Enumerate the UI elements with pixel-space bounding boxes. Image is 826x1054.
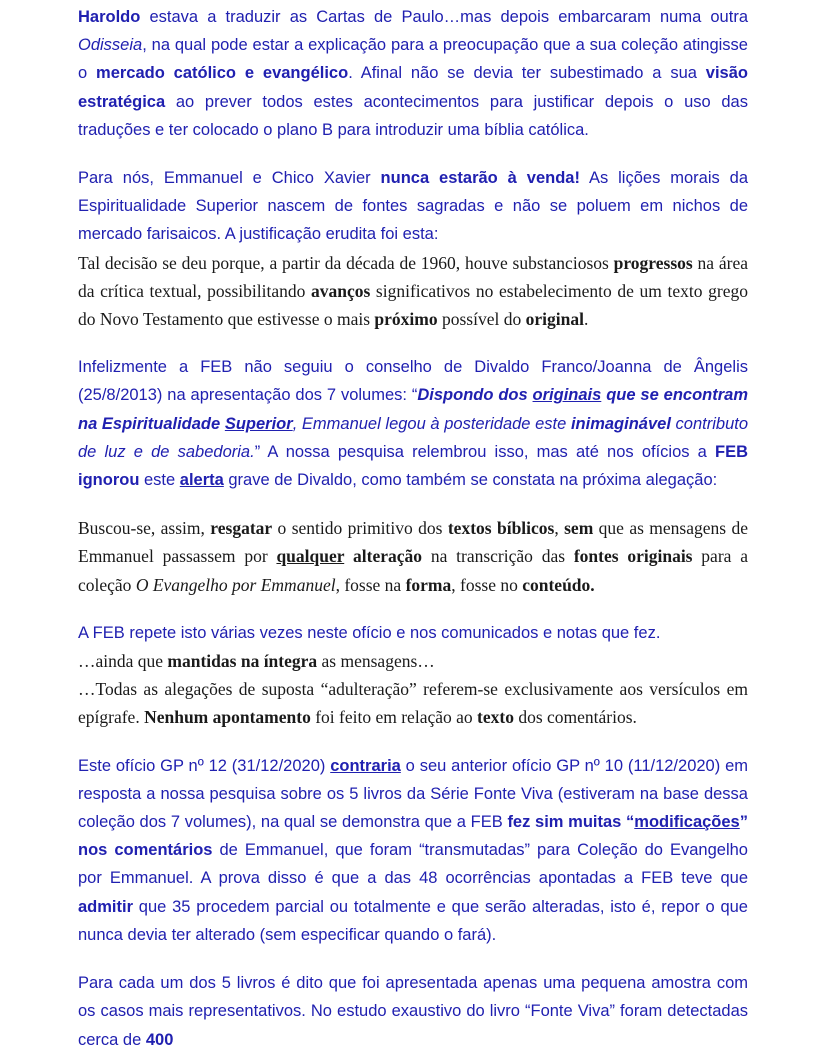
text-run: de Emmanuel, que foram “transmutadas” para Coleção do Evangelho por Emmanuel. A prova disso é que a das 48 ocorrências apontadas a FEB teve que xyxy=(78,841,748,888)
text-run: Infelizmente a FEB não seguiu o conselho de Divaldo Franco/Joanna de Ângelis (25/8/2013) na apresentação dos 7 volumes: “ xyxy=(78,358,748,405)
text-run: Nenhum apontamento xyxy=(144,707,311,728)
text-run: texto xyxy=(477,707,514,728)
text-run: possível do xyxy=(437,309,526,330)
paragraph xyxy=(78,249,748,334)
text-run: Superior xyxy=(224,414,293,433)
text-run: visão estratégica xyxy=(78,64,748,111)
text-run: foi feito em relação ao xyxy=(310,707,478,728)
paragraph xyxy=(78,164,748,249)
text-run: Buscou-se, assim, xyxy=(78,518,211,539)
text-run: alteração xyxy=(344,546,423,567)
text-run: , xyxy=(554,518,565,539)
text-run: forma xyxy=(405,574,452,595)
text-run: contraria xyxy=(330,756,401,775)
text-run: conteúdo. xyxy=(522,574,595,595)
paragraph xyxy=(78,514,748,599)
text-run: Haroldo xyxy=(78,8,141,26)
text-run: mantidas na íntegra xyxy=(167,651,318,672)
text-run: Este ofício GP nº 12 (31/12/2020) xyxy=(78,756,331,775)
text-run: Dispondo dos xyxy=(417,386,533,405)
text-run: avanços xyxy=(310,280,371,301)
text-run: , na qual pode estar a explicação para a preocupação que a sua coleção atingisse o xyxy=(78,36,748,83)
text-run: …ainda que xyxy=(78,651,168,672)
text-run: A FEB repete isto várias vezes neste ofício e nos comunicados e notas que fez. xyxy=(78,623,661,642)
text-run: Para nós, Emmanuel e Chico Xavier xyxy=(78,169,381,188)
text-run: 400 xyxy=(145,1030,174,1049)
text-run: nunca estarão à venda! xyxy=(380,169,580,188)
text-run: FEB ignorou xyxy=(78,442,749,490)
paragraph xyxy=(78,353,748,494)
paragraph xyxy=(78,3,748,144)
text-run: admitir xyxy=(78,897,134,916)
text-run: que se encontram na Espiritualidade xyxy=(78,386,749,433)
paragraph xyxy=(78,647,748,675)
text-run: mercado católico e evangélico xyxy=(96,64,349,83)
text-run: grave de Divaldo, como também se constata na próxima alegação: xyxy=(223,471,718,490)
text-run: original xyxy=(525,309,584,330)
text-run: qualquer xyxy=(276,546,345,567)
text-run: contributo de luz e de sabedoria. xyxy=(78,414,749,461)
text-run: . Afinal não se devia ter subestimado a sua xyxy=(348,64,706,83)
paragraph xyxy=(78,969,748,1054)
text-run: estava a traduzir as Cartas de Paulo…mas depois embarcaram numa outra xyxy=(140,8,748,26)
text-run: originais xyxy=(532,386,602,405)
text-run: fontes originais xyxy=(573,546,693,567)
document-content xyxy=(78,3,748,1054)
text-run: alerta xyxy=(179,471,224,490)
text-run: Tal decisão se deu porque, a partir da década de 1960, houve substanciosos xyxy=(78,252,614,273)
text-run: ao prever todos estes acontecimentos para justificar depois o uso das traduções e ter colocado o plano B para introduzir uma bíblia católica. xyxy=(78,92,748,139)
text-run: As lições morais da Espiritualidade Superior nascem de fontes sagradas e não se poluem em nichos de mercado farisaicos. A justificação erudita foi esta: xyxy=(78,169,749,244)
text-run: ” nos comentários xyxy=(78,813,748,860)
text-run: na transcrição das xyxy=(422,546,574,567)
text-run: , fosse no xyxy=(451,574,523,595)
text-run: significativos no estabelecimento de um texto grego do Novo Testamento que estivesse o mais xyxy=(78,280,748,330)
text-run: fez sim muitas “ xyxy=(507,813,635,832)
paragraph xyxy=(78,752,748,949)
text-run: o seu anterior ofício GP nº 10 (11/12/2020) em resposta a nossa pesquisa sobre os 5 livros da Série Fonte Viva (estiveram na base dessa coleção dos 7 volumes), na qual se demonstra que a FEB xyxy=(78,756,748,832)
text-run: textos bíblicos xyxy=(447,518,555,539)
text-run: sem xyxy=(564,518,594,539)
text-run: Para cada um dos 5 livros é dito que foi apresentada apenas uma pequena amostra com os casos mais representativos. No estudo exaustivo do livro “Fonte Viva” foram detectadas cerca de xyxy=(78,974,748,1049)
text-run: que as mensagens de Emmanuel passassem por xyxy=(78,518,748,567)
text-run: na área da crítica textual, possibilitando xyxy=(78,252,748,301)
text-run: o sentido primitivo dos xyxy=(272,518,448,539)
text-run: inimaginável xyxy=(570,414,671,433)
text-run: O Evangelho por Emmanuel xyxy=(135,574,336,595)
text-run: progressos xyxy=(613,252,693,273)
text-run: . xyxy=(583,309,589,330)
text-run: resgatar xyxy=(210,518,273,539)
text-run: , Emmanuel legou à posteridade este xyxy=(292,414,571,433)
text-run: este xyxy=(139,471,180,490)
text-run: as mensagens… xyxy=(317,651,435,672)
text-run: dos comentários. xyxy=(513,707,637,728)
text-run: próximo xyxy=(374,309,438,330)
text-run: …Todas as alegações de suposta “adulteração” referem-se exclusivamente aos versículos em epígrafe. xyxy=(78,679,748,728)
text-run: , fosse na xyxy=(335,574,406,595)
text-run: Odisseia xyxy=(78,36,143,55)
text-run: modificações xyxy=(634,813,740,832)
text-run: ” A nossa pesquisa relembrou isso, mas até nos ofícios a xyxy=(254,442,716,461)
text-run: que 35 procedem parcial ou totalmente e que serão alteradas, isto é, repor o que nunca devia ter alterado (sem especificar quando o fará). xyxy=(78,897,748,944)
text-run: para a coleção xyxy=(78,546,748,595)
paragraph xyxy=(78,619,748,647)
paragraph xyxy=(78,675,748,731)
